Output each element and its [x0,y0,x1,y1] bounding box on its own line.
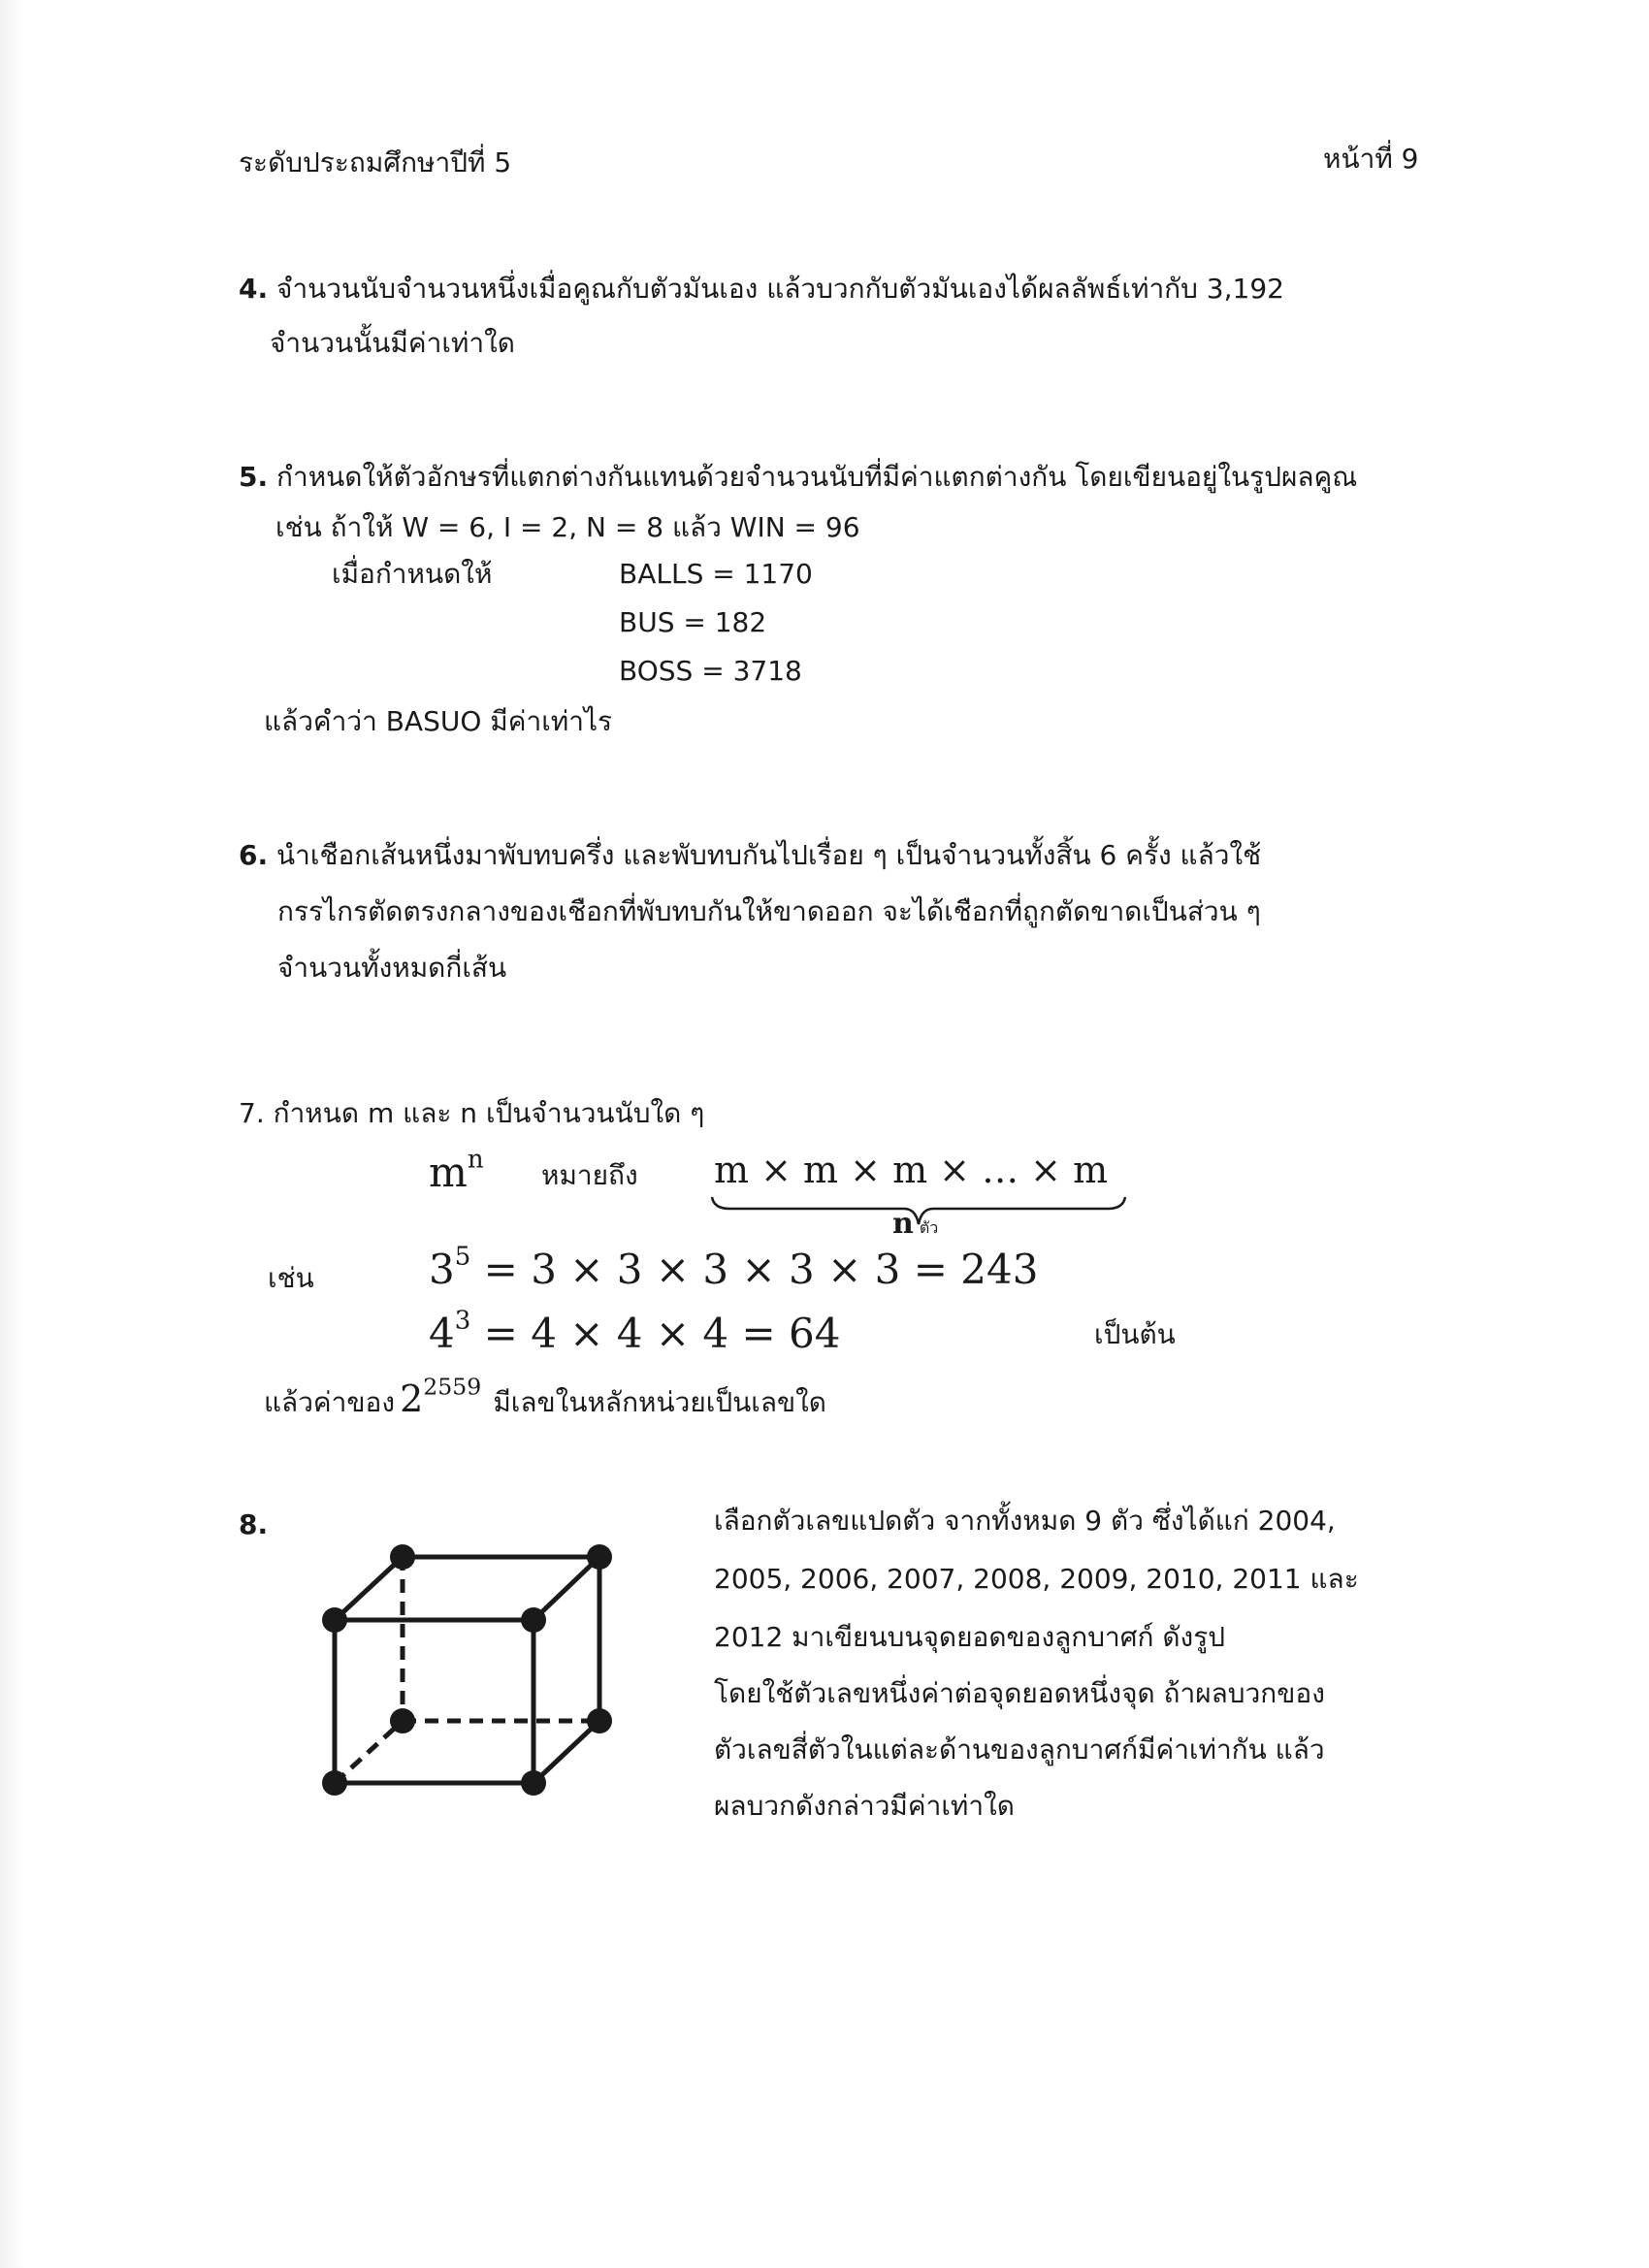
header-level: ระดับประถมศึกษาปีที่ 5 [239,146,512,178]
header-page-number: หน้าที่ 9 [1323,143,1419,175]
power-notation: $m^n$ [429,1145,484,1196]
question-text-line: กำหนดให้ตัวอักษรที่แตกต่างกันแทนด้วยจำนวนนับที่มีค่าแตกต่างกัน โดยเขียนอยู่ในรูปผลคูณ [276,461,1358,493]
count-word: ตัว [919,1218,939,1237]
question-number: 6. [239,839,269,871]
question-text-line: เลือกตัวเลขแปดตัว จากทั้งหมด 9 ตัว ซึ่งได้แก่ 2004, [714,1505,1336,1537]
question-text-line: จำนวนทั้งหมดกี่เส้น [277,952,507,984]
scan-edge-shadow [0,0,25,2268]
question-text-line: โดยใช้ตัวเลขหนึ่งค่าต่อจุดยอดหนึ่งจุด ถ้าผลบวกของ [714,1677,1325,1709]
power-expression: $2^{2559}$ [400,1373,482,1420]
question-text-line: จำนวนนับจำนวนหนึ่งเมื่อคูณกับตัวมันเอง แล้วบวกกับตัวมันเองได้ผลลัพธ์เท่ากับ 3,192 [276,273,1284,305]
question-text-line: จำนวนนั้นมีค่าเท่าใด [270,327,515,359]
question-text-line: กำหนด m และ n เป็นจำนวนนับใด ๆ [273,1097,705,1129]
means-label: หมายถึง [541,1159,638,1191]
question-text-line: ตัวเลขสี่ตัวในแต่ละด้านของลูกบาศก์มีค่าเท่ากัน แล้ว [714,1733,1325,1766]
example-line: เช่น ถ้าให้ W = 6, I = 2, N = 8 แล้ว WIN = 96 [275,511,860,543]
example-equation-1: $3^5 = 3 \times 3 \times 3 \times 3 \times 3 = 243$ [429,1242,1039,1293]
n-label: n [892,1207,914,1241]
product-expression: m × m × m × … × m [714,1149,1109,1191]
question-text-line: ผลบวกดังกล่าวมีค่าเท่าใด [714,1790,1015,1822]
question-number: 4. [239,273,269,305]
question-text-line: แล้วคำว่า BASUO มีค่าเท่าไร [264,705,613,737]
question-number: 5. [239,461,269,493]
question-text-prefix: แล้วค่าของ [264,1386,396,1418]
question-number: 7. [239,1097,265,1129]
etc-label: เป็นต้น [1094,1318,1176,1350]
question-text-line: 2012 มาเขียนบนจุดยอดของลูกบาศก์ ดังรูป [714,1621,1226,1653]
equation-boss: BOSS = 3718 [619,655,802,687]
question-text-line: กรรไกรตัดตรงกลางของเชือกที่พับทบกันให้ขาดออก จะได้เชือกที่ถูกตัดขาดเป็นส่วน ๆ [277,895,1261,927]
question-text-line: 2005, 2006, 2007, 2008, 2009, 2010, 2011 และ [714,1563,1359,1595]
given-label: เมื่อกำหนดให้ [332,558,493,590]
question-number: 8. [239,1508,269,1540]
cube-diagram [310,1533,621,1814]
question-text-suffix: มีเลขในหลักหน่วยเป็นเลขใด [493,1386,826,1418]
equation-bus: BUS = 182 [619,606,767,638]
example-label: เช่น [268,1262,314,1294]
question-text-line: นำเชือกเส้นหนึ่งมาพับทบครึ่ง และพับทบกันไปเรื่อย ๆ เป็นจำนวนทั้งสิ้น 6 ครั้ง แล้วใช้ [276,839,1262,871]
example-equation-2: $4^3 = 4 \times 4 \times 4 = 64$ [429,1306,841,1357]
equation-balls: BALLS = 1170 [619,558,813,590]
